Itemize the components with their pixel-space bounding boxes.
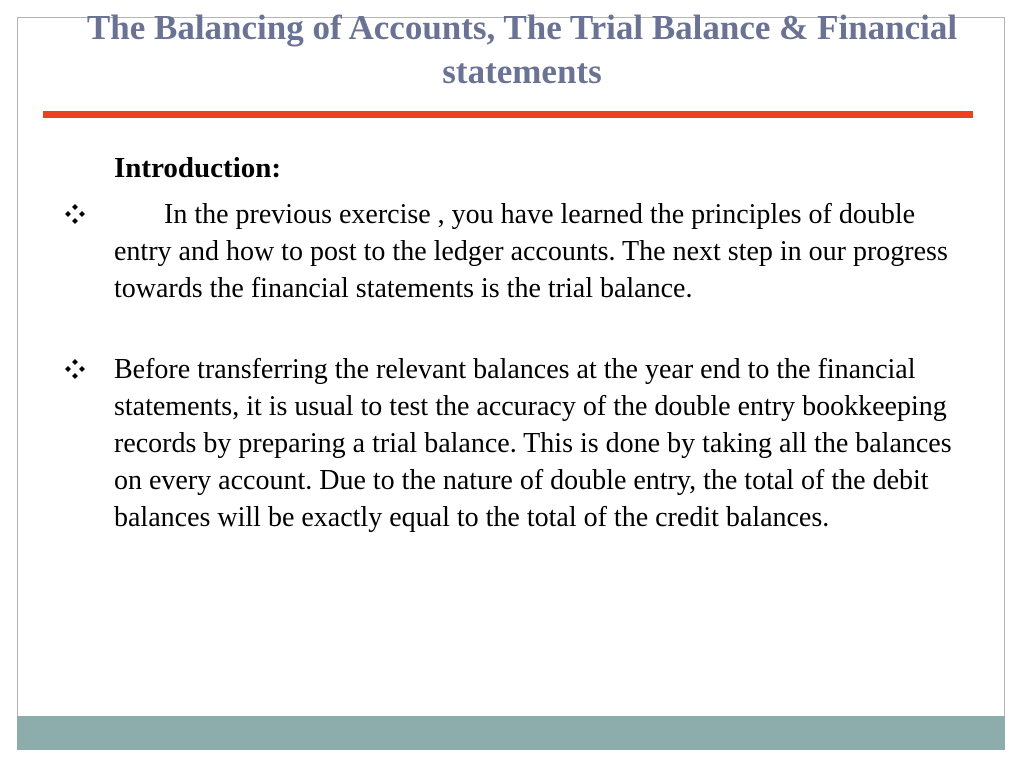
bullet-text-1: In the previous exercise , you have learned the principles of double entry and how to post to the ledger accounts. The next step in our progress towards the financial statements is the trial balance. [114, 199, 948, 304]
bullet-text-2: Before transferring the relevant balances at the year end to the financial statements, it is usual to test the accuracy of the double entry bookkeeping records by preparing a trial balance. This is done by taking all the balances on every account. Due to the nature of double entry, the total of the debit balances will be exactly equal to the total of the credit balances. [114, 354, 952, 533]
bullet-item-1 [60, 196, 972, 307]
title-underline-rule [43, 111, 973, 118]
footer-band [17, 716, 1005, 750]
bullet-item-2 [60, 351, 972, 536]
diamond-bullet-icon [64, 358, 86, 380]
diamond-bullet-icon [64, 203, 86, 225]
slide-title: The Balancing of Accounts, The Trial Balance & Financial statements [86, 8, 958, 91]
section-heading: Introduction: [114, 152, 282, 184]
